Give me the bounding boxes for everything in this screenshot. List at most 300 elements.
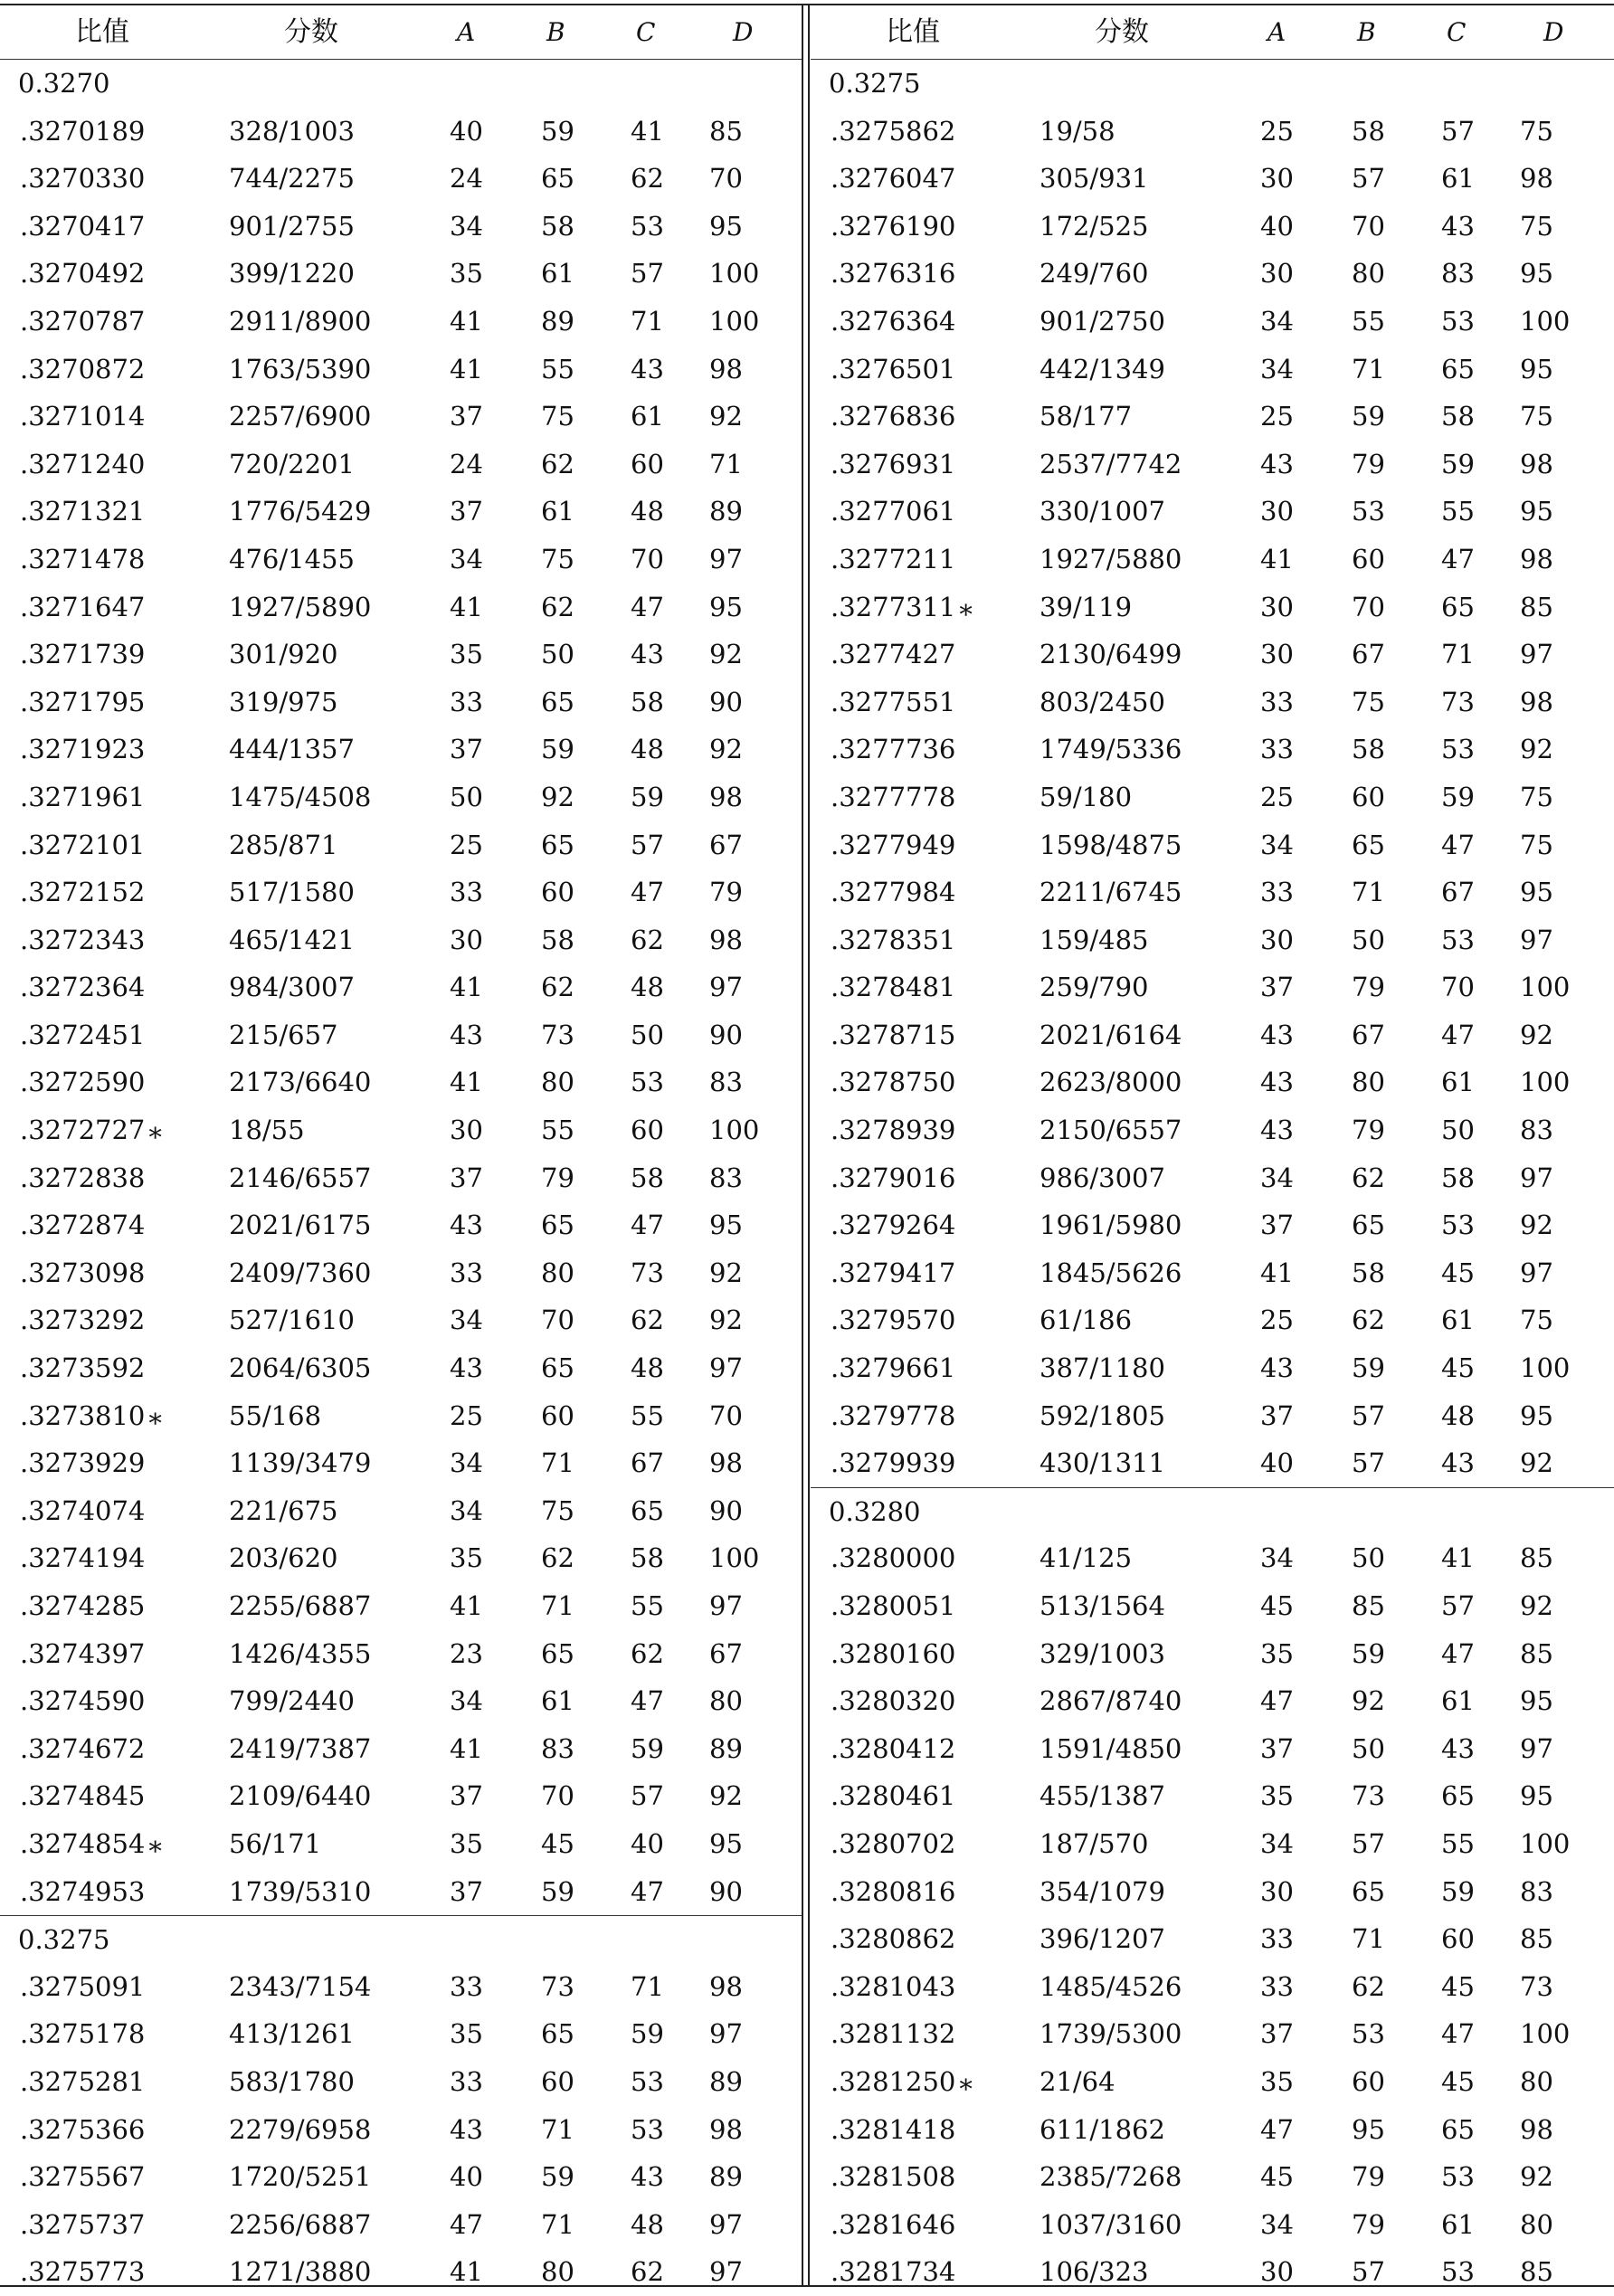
b-cell: 55 [541,353,574,384]
c-cell: 62 [631,1637,664,1669]
ratio-cell: .3273292 [20,1305,146,1336]
d-cell: 95 [1520,1685,1553,1717]
a-cell: 34 [1260,1542,1294,1574]
b-cell: 53 [1352,2018,1385,2050]
fraction-cell: 1485/4526 [1040,1970,1182,2002]
b-cell: 79 [1352,1115,1385,1146]
header-a: A [457,17,476,47]
b-cell: 57 [1352,1447,1385,1479]
ratio-cell: .3278715 [831,1019,956,1050]
c-cell: 61 [1441,1685,1475,1717]
fraction-cell: 1475/4508 [229,781,372,812]
fraction-cell: 799/2440 [229,1685,355,1717]
table-row [0,916,802,964]
fraction-cell: 159/485 [1040,924,1149,955]
table-row [0,868,802,916]
b-cell: 55 [541,1115,574,1146]
table-row [811,1249,1614,1297]
ratio-cell: .3279661 [831,1352,956,1384]
d-cell: 75 [1520,829,1553,860]
fraction-cell: 61/186 [1040,1305,1133,1336]
fraction-cell: 2256/6887 [229,2208,372,2240]
a-cell: 34 [450,1305,483,1336]
fraction-cell: 259/790 [1040,972,1149,1003]
ratio-cell: .3270872 [20,353,146,384]
fraction-cell: 2343/7154 [229,1970,372,2002]
table-row [811,1582,1614,1630]
ratio-cell: .3277551 [831,686,956,717]
table-row [0,726,802,773]
ratio-cell: .3270189 [20,115,146,147]
d-cell: 85 [1520,591,1553,622]
d-cell: 83 [709,1162,743,1193]
c-cell: 53 [1441,1210,1475,1241]
ratio-cell: .3271647 [20,591,146,622]
d-cell: 98 [709,1970,743,2002]
d-cell: 95 [1520,877,1553,908]
c-cell: 61 [1441,1067,1475,1098]
b-cell: 58 [1352,115,1385,147]
fraction-cell: 1139/3479 [229,1447,372,1479]
ratio-cell: .3276931 [831,448,956,479]
fraction-cell: 249/760 [1040,258,1149,289]
fraction-cell: 803/2450 [1040,686,1165,717]
c-cell: 71 [1441,639,1475,670]
ratio-cell: .3272152 [20,877,146,908]
ratio-cell: .3271923 [20,734,146,765]
a-cell: 33 [1260,686,1294,717]
table-header [811,5,1614,60]
a-cell: 40 [1260,1447,1294,1479]
c-cell: 45 [1441,2065,1475,2097]
b-cell: 60 [1352,2065,1385,2097]
a-cell: 41 [450,1590,483,1621]
table-row [0,393,802,441]
d-cell: 92 [709,1305,743,1336]
b-cell: 62 [541,1542,574,1574]
ratio-cell: .3281132 [831,2018,956,2050]
table-row [0,1630,802,1678]
fraction-cell: 41/125 [1040,1542,1133,1574]
fraction-cell: 2130/6499 [1040,639,1182,670]
table-row [811,821,1614,869]
ratio-cell: .3272451 [20,1019,146,1050]
group-label: 0.3275 [18,1924,110,1956]
group-label: 0.3270 [18,68,110,99]
d-cell: 92 [709,401,743,432]
a-cell: 41 [450,1732,483,1764]
c-cell: 62 [631,1305,664,1336]
c-cell: 59 [631,2018,664,2050]
b-cell: 70 [1352,591,1385,622]
table-row [811,441,1614,489]
d-cell: 100 [709,305,760,337]
ratio-cell: .3280816 [831,1875,956,1907]
b-cell: 95 [1352,2113,1385,2145]
fraction-cell: 444/1357 [229,734,355,765]
group-label: 0.3275 [829,68,921,99]
c-cell: 59 [1441,1875,1475,1907]
table-row [0,1677,802,1725]
b-cell: 62 [541,972,574,1003]
b-cell: 59 [541,2161,574,2193]
c-cell: 40 [631,1827,664,1859]
fraction-cell: 19/58 [1040,115,1116,147]
ratio-cell: .3277427 [831,639,956,670]
c-cell: 58 [1441,401,1475,432]
a-cell: 30 [1260,2256,1294,2288]
table-row [811,1344,1614,1392]
c-cell: 71 [631,305,664,337]
a-cell: 50 [450,781,483,812]
table-row [811,1915,1614,1963]
b-cell: 92 [1352,1685,1385,1717]
header-c: C [1447,17,1467,47]
group-row [0,1915,802,1963]
a-cell: 35 [450,639,483,670]
c-cell: 48 [631,734,664,765]
ratio-cell: .3272727 * [20,1115,162,1153]
fraction-cell: 1776/5429 [229,496,372,527]
table-row [811,1963,1614,2011]
d-cell: 100 [709,1115,760,1146]
ratio-cell: .3277949 [831,829,956,860]
ratio-cell: .3271739 [20,639,146,670]
b-cell: 60 [541,2065,574,2097]
table-row [0,2106,802,2154]
d-cell: 98 [1520,686,1553,717]
d-cell: 97 [1520,924,1553,955]
c-cell: 47 [1441,2018,1475,2050]
ratio-cell: .3276836 [831,401,956,432]
c-cell: 62 [631,163,664,194]
table-row [811,536,1614,583]
b-cell: 65 [541,1210,574,1241]
b-cell: 75 [541,401,574,432]
c-cell: 45 [1441,1970,1475,2002]
a-cell: 37 [1260,1399,1294,1431]
header-b: B [1357,17,1376,47]
d-cell: 100 [709,258,760,289]
header-d: D [733,17,754,47]
d-cell: 97 [709,543,743,574]
table-row [811,583,1614,631]
ratio-cell: .3274285 [20,1590,146,1621]
d-cell: 67 [709,1637,743,1669]
asterisk-mark: * [148,1122,162,1153]
table-row [811,2106,1614,2154]
table-row [0,1154,802,1202]
c-cell: 53 [631,210,664,242]
table-row [811,2153,1614,2201]
b-cell: 71 [1352,1923,1385,1955]
a-cell: 33 [450,1970,483,2002]
a-cell: 24 [450,448,483,479]
b-cell: 92 [541,781,574,812]
d-cell: 92 [1520,1447,1553,1479]
a-cell: 33 [450,2065,483,2097]
b-cell: 50 [1352,924,1385,955]
b-cell: 79 [541,1162,574,1193]
table-row [0,1249,802,1297]
b-cell: 59 [1352,1352,1385,1384]
d-cell: 89 [709,2065,743,2097]
a-cell: 25 [450,1399,483,1431]
a-cell: 47 [1260,1685,1294,1717]
c-cell: 58 [1441,1162,1475,1193]
table-row [811,1725,1614,1773]
a-cell: 43 [1260,1019,1294,1050]
a-cell: 37 [450,496,483,527]
a-cell: 43 [450,2113,483,2145]
fraction-cell: 2409/7360 [229,1257,372,1288]
c-cell: 70 [631,543,664,574]
fraction-cell: 285/871 [229,829,338,860]
d-cell: 92 [1520,1019,1553,1050]
fraction-cell: 583/1780 [229,2065,355,2097]
table-row [0,2153,802,2201]
fraction-cell: 1961/5980 [1040,1210,1182,1241]
table-row [811,1439,1614,1487]
table-row [811,631,1614,678]
a-cell: 34 [1260,1827,1294,1859]
d-cell: 98 [709,353,743,384]
d-cell: 100 [1520,1352,1571,1384]
ratio-cell: .3279939 [831,1447,956,1479]
c-cell: 48 [1441,1399,1475,1431]
d-cell: 95 [1520,1399,1553,1431]
a-cell: 30 [1260,591,1294,622]
ratio-cell: .3277061 [831,496,956,527]
table-row [0,1296,802,1344]
a-cell: 33 [450,686,483,717]
fraction-cell: 106/323 [1040,2256,1149,2288]
a-cell: 30 [1260,258,1294,289]
ratio-cell: .3277778 [831,781,956,812]
b-cell: 57 [1352,1827,1385,1859]
ratio-cell: .3271014 [20,401,146,432]
d-cell: 92 [709,734,743,765]
d-cell: 70 [709,163,743,194]
table-row [0,2010,802,2058]
table-row [0,250,802,298]
c-cell: 43 [631,639,664,670]
fraction-cell: 527/1610 [229,1305,355,1336]
ratio-cell: .3274953 [20,1875,146,1907]
d-cell: 71 [709,448,743,479]
table-row [811,393,1614,441]
a-cell: 23 [450,1637,483,1669]
fraction-cell: 2064/6305 [229,1352,372,1384]
fraction-cell: 21/64 [1040,2065,1116,2097]
c-cell: 53 [1441,2161,1475,2193]
b-cell: 70 [541,1305,574,1336]
ratio-cell: .3277736 [831,734,956,765]
b-cell: 80 [1352,1067,1385,1098]
ratio-cell: .3272364 [20,972,146,1003]
fraction-cell: 387/1180 [1040,1352,1165,1384]
asterisk-mark: * [959,2073,973,2104]
fraction-cell: 465/1421 [229,924,355,955]
table-row [0,108,802,156]
a-cell: 30 [450,924,483,955]
d-cell: 98 [709,2113,743,2145]
a-cell: 30 [1260,496,1294,527]
fraction-cell: 1426/4355 [229,1637,372,1669]
fraction-cell: 1591/4850 [1040,1732,1182,1764]
asterisk-mark: * [148,1835,162,1866]
b-cell: 75 [541,1494,574,1526]
c-cell: 47 [1441,543,1475,574]
c-cell: 45 [1441,1257,1475,1288]
a-cell: 41 [450,353,483,384]
table-row [0,1011,802,1059]
fraction-cell: 2385/7268 [1040,2161,1182,2193]
group-row [811,60,1614,108]
c-cell: 57 [631,258,664,289]
d-cell: 92 [1520,1590,1553,1621]
a-cell: 37 [450,1780,483,1812]
d-cell: 95 [709,210,743,242]
ratio-cell: .3270330 [20,163,146,194]
c-cell: 53 [1441,924,1475,955]
ratio-cell: .3272590 [20,1067,146,1098]
a-cell: 24 [450,163,483,194]
fraction-cell: 1037/3160 [1040,2208,1182,2240]
ratio-cell: .3274845 [20,1780,146,1812]
d-cell: 85 [1520,1923,1553,1955]
c-cell: 59 [631,1732,664,1764]
ratio-cell: .3273810 * [20,1399,162,1438]
b-cell: 65 [541,686,574,717]
fraction-cell: 430/1311 [1040,1447,1165,1479]
fraction-cell: 2257/6900 [229,401,372,432]
a-cell: 30 [450,1115,483,1146]
a-cell: 33 [1260,1923,1294,1955]
ratio-cell: .3274672 [20,1732,146,1764]
fraction-cell: 301/920 [229,639,338,670]
ratio-cell: .3278351 [831,924,956,955]
ratio-cell: .3270787 [20,305,146,337]
d-cell: 79 [709,877,743,908]
b-cell: 65 [541,2018,574,2050]
c-cell: 43 [1441,1447,1475,1479]
ratio-cell: .3275178 [20,2018,146,2050]
d-cell: 98 [709,1447,743,1479]
ratio-cell: .3271240 [20,448,146,479]
b-cell: 59 [541,734,574,765]
b-cell: 85 [1352,1590,1385,1621]
d-cell: 83 [1520,1115,1553,1146]
a-cell: 34 [1260,2208,1294,2240]
table-row [0,298,802,346]
c-cell: 55 [1441,496,1475,527]
b-cell: 61 [541,258,574,289]
a-cell: 34 [1260,1162,1294,1193]
d-cell: 100 [1520,305,1571,337]
c-cell: 43 [631,353,664,384]
c-cell: 61 [631,401,664,432]
fraction-cell: 1763/5390 [229,353,372,384]
fraction-cell: 2173/6640 [229,1067,372,1098]
fraction-cell: 354/1079 [1040,1875,1165,1907]
ratio-cell: .3280412 [831,1732,956,1764]
ratio-cell: .3271795 [20,686,146,717]
d-cell: 95 [1520,258,1553,289]
ratio-cell: .3272101 [20,829,146,860]
table-row [0,2058,802,2106]
a-cell: 47 [1260,2113,1294,2145]
asterisk-mark: * [959,598,973,630]
b-cell: 60 [1352,543,1385,574]
c-cell: 43 [1441,210,1475,242]
b-cell: 59 [1352,401,1385,432]
fraction-cell: 442/1349 [1040,353,1165,384]
b-cell: 80 [1352,258,1385,289]
fraction-cell: 413/1261 [229,2018,355,2050]
ratio-cell: .3271321 [20,496,146,527]
fraction-cell: 1598/4875 [1040,829,1182,860]
table-row [0,1058,802,1106]
b-cell: 53 [1352,496,1385,527]
d-cell: 95 [1520,353,1553,384]
c-cell: 65 [1441,2113,1475,2145]
c-cell: 61 [1441,1305,1475,1336]
ratio-cell: .3272343 [20,924,146,955]
fraction-cell: 2211/6745 [1040,877,1182,908]
b-cell: 70 [541,1780,574,1812]
left-table-half [0,5,802,2296]
ratio-cell: .3275091 [20,1970,146,2002]
a-cell: 33 [1260,734,1294,765]
a-cell: 37 [1260,972,1294,1003]
fraction-cell: 399/1220 [229,258,355,289]
d-cell: 85 [1520,2256,1553,2288]
d-cell: 85 [709,115,743,147]
d-cell: 67 [709,829,743,860]
b-cell: 61 [541,496,574,527]
c-cell: 61 [1441,163,1475,194]
fraction-cell: 720/2201 [229,448,355,479]
a-cell: 33 [1260,877,1294,908]
c-cell: 55 [631,1399,664,1431]
b-cell: 60 [541,1399,574,1431]
a-cell: 35 [450,1542,483,1574]
c-cell: 60 [631,1115,664,1146]
table-row [0,1868,802,1916]
ratio-cell: .3281043 [831,1970,956,2002]
b-cell: 73 [541,1970,574,2002]
a-cell: 43 [450,1210,483,1241]
a-cell: 33 [450,1257,483,1288]
c-cell: 83 [1441,258,1475,289]
c-cell: 67 [631,1447,664,1479]
fraction-cell: 2255/6887 [229,1590,372,1621]
fraction-cell: 1720/5251 [229,2161,372,2193]
b-cell: 65 [541,1637,574,1669]
c-cell: 55 [631,1590,664,1621]
table-row [0,1725,802,1773]
ratio-cell: .3277211 [831,543,956,574]
ratio-cell: .3276190 [831,210,956,242]
ratio-cell: .3274590 [20,1685,146,1717]
d-cell: 75 [1520,115,1553,147]
fraction-cell: 330/1007 [1040,496,1165,527]
d-cell: 97 [709,972,743,1003]
c-cell: 58 [631,1542,664,1574]
right-table-half [811,5,1614,2296]
ratio-cell: .3274194 [20,1542,146,1574]
